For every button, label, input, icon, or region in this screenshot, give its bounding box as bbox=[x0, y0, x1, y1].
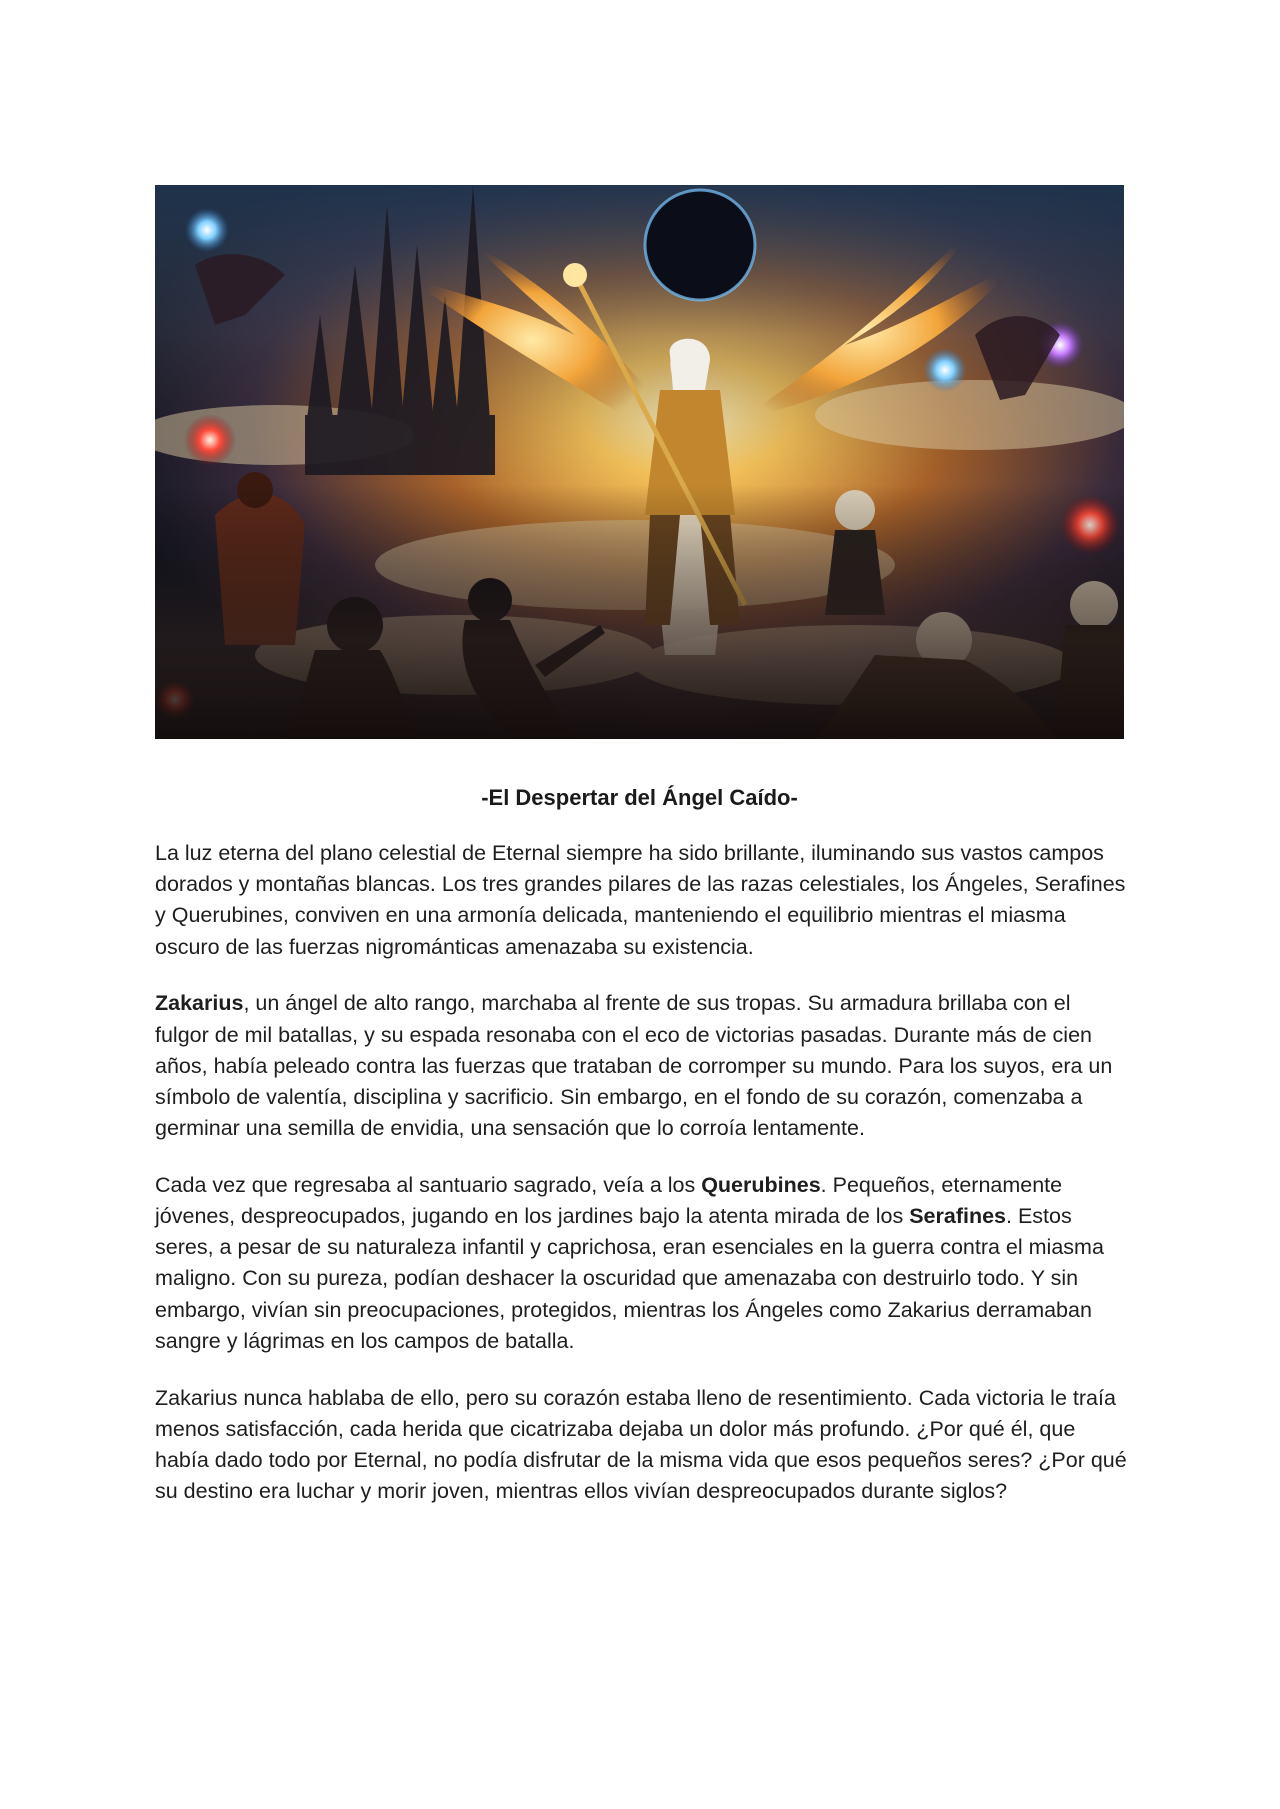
body-text bbox=[155, 838, 1127, 1533]
bold-term: Querubines bbox=[701, 1172, 821, 1197]
page-title: -El Despertar del Ángel Caído- bbox=[481, 785, 798, 810]
bold-term: Zakarius bbox=[155, 991, 244, 1016]
bold-term: Serafines bbox=[909, 1204, 1007, 1229]
paragraph bbox=[155, 838, 1127, 963]
paragraph-text: Cada vez que regresaba al santuario sagrado, veía a los bbox=[155, 1172, 702, 1197]
paragraph-text: Zakarius nunca hablaba de ello, pero su corazón estaba lleno de resentimiento. Cada victoria le traía menos satisfacción, cada herida que cicatrizaba dejaba un dolor más profundo. ¿Por qué él, que había dado todo por Eternal, no podía disfrutar de la misma vida que esos pequeños seres? ¿Por qué su destino era luchar y morir joven, mientras ellos vivían despreocupados durante siglos? bbox=[155, 1385, 1127, 1504]
paragraph-text: La luz eterna del plano celestial de Eternal siempre ha sido brillante, iluminando sus vastos campos dorados y montañas blancas. Los tres grandes pilares de las razas celestiales, los Ángeles, Serafines y Querubines, conviven en una armonía delicada, manteniendo el equilibrio mientras el miasma oscuro de las fuerzas nigrománticas amenazaba su existencia. bbox=[155, 841, 1126, 959]
paragraph-text: . Pequeños, eternamente jóvenes, despreocupados, jugando en los jardines bajo la atenta mirada de los bbox=[155, 1172, 1063, 1229]
paragraph bbox=[155, 1383, 1127, 1508]
paragraph-text: , un ángel de alto rango, marchaba al frente de sus tropas. Su armadura brillaba con el fulgor de mil batallas, y su espada resonaba con el eco de victorias pasadas. Durante más de cien años, había peleado contra las fuerzas que trataban de corromper su mundo. Para los suyos, era un símbolo de valentía, disciplina y sacrificio. Sin embargo, en el fondo de su corazón, comenzaba a germinar una semilla de envidia, una sensación que lo corroía lentamente. bbox=[155, 991, 1113, 1141]
paragraph-text: . Estos seres, a pesar de su naturaleza infantil y caprichosa, eran esenciales en la guerra contra el miasma maligno. Con su pureza, podían deshacer la oscuridad que amenazaba con destruirlo todo. Y sin embargo, vivían sin preocupaciones, protegidos, mientras los Ángeles como Zakarius derramaban sangre y lágrimas en los campos de batalla. bbox=[155, 1204, 1104, 1353]
illustration-art bbox=[155, 185, 1124, 739]
paragraph bbox=[155, 988, 1127, 1144]
angel-battle-illustration bbox=[155, 185, 1124, 739]
paragraph bbox=[155, 1170, 1127, 1357]
